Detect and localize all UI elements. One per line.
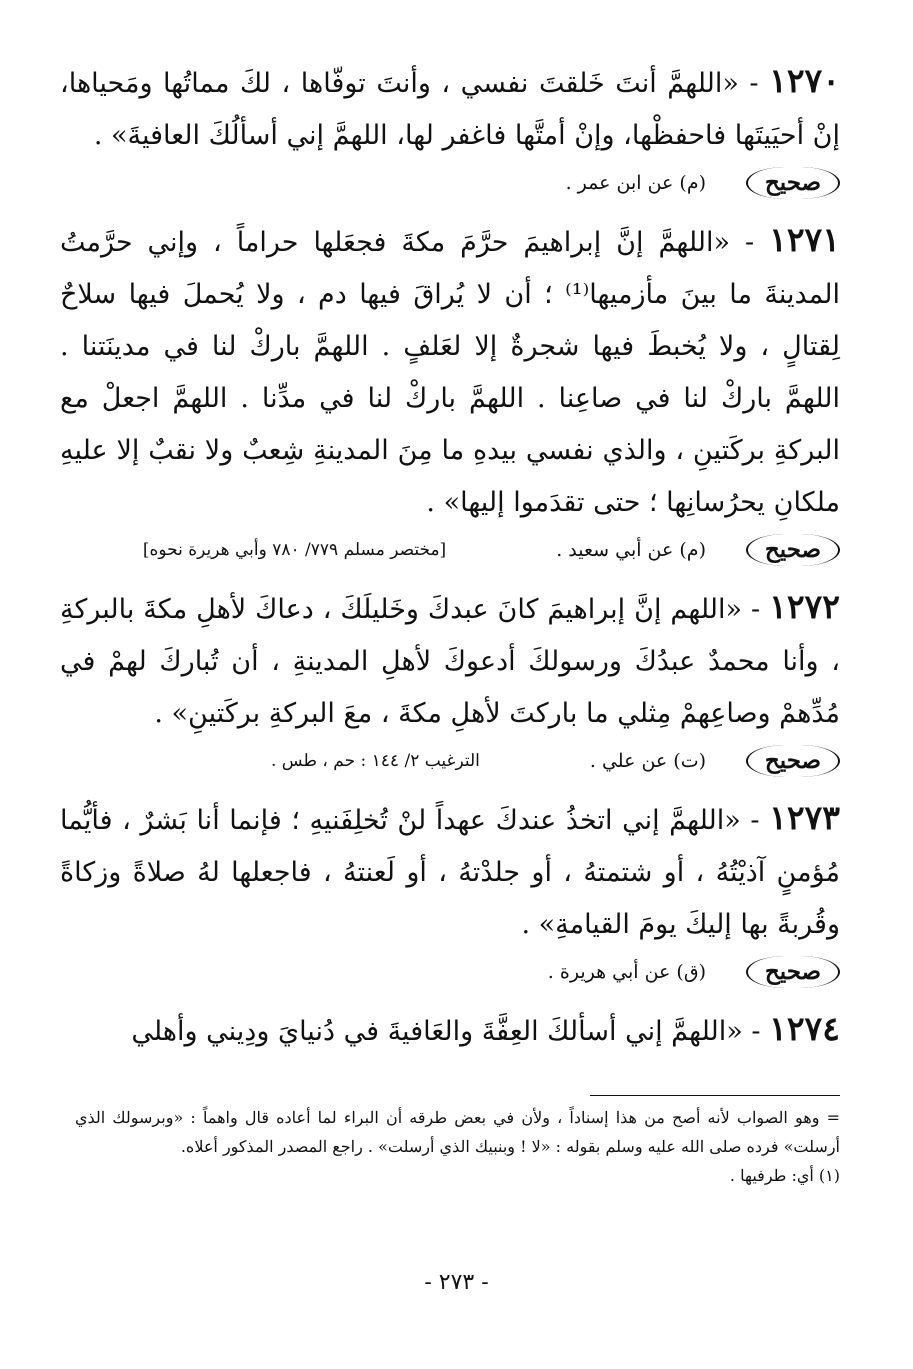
hadith-source: (ق) عن أبي هريرة .: [547, 961, 706, 983]
hadith-reference: الترغيب ٢/ ١٤٤ : حم ، طس .: [270, 751, 480, 771]
footnote-divider: [590, 1095, 840, 1096]
hadith-meta: [60, 529, 840, 571]
grade-badge: صحيح: [746, 534, 840, 566]
hadith-source: (م) عن ابن عمر .: [565, 172, 706, 194]
grade-badge: صحيح: [746, 745, 840, 777]
hadith-1271: [60, 214, 840, 529]
hadith-number: ١٢٧١: [769, 220, 840, 259]
hadith-number: ١٢٧٤: [769, 1009, 840, 1048]
hadith-text: - «اللهمَّ إني اتخذُ عندكَ عهداً لنْ تُخلِفَنيهِ ؛ فإنما أنا بَشرٌ ، فأيُّما مُؤمنٍ آذيْتُهُ ، أو شتمتهُ ، أو جلدْتهُ ، أو لَعنتهُ ، فاجعلها لهُ صلاةً وزكاةً وقُربةً بها إليكَ يومَ القيامةِ» .: [60, 805, 840, 940]
hadith-1274: [60, 1003, 840, 1058]
page-body: [60, 55, 840, 1058]
hadith-source: (ت) عن علي .: [589, 750, 706, 772]
footnote-continuation: = وهو الصواب لأنه أصح من هذا إسناداً ، ولأن في بعض طرقه أن البراء لما أعاده قال واهماً : «وبرسولك الذي أرسلت» فرده صلى الله عليه وسلم بقوله : «لا ! وبنبيك الذي أرسلت» . راجع المصدر المذكور أعلاه.: [75, 1108, 841, 1156]
grade-badge: صحيح: [746, 167, 840, 199]
hadith-number: ١٢٧٠: [769, 61, 840, 100]
hadith-meta: [60, 162, 840, 204]
footnote-1: (١) أي: طرفيها .: [729, 1166, 840, 1185]
hadith-number: ١٢٧٣: [769, 798, 840, 837]
hadith-source: (م) عن أبي سعيد .: [556, 539, 706, 561]
hadith-1272: [60, 581, 840, 740]
page-number: - ٢٧٣ -: [424, 1270, 489, 1295]
hadith-1270: [60, 55, 840, 162]
hadith-text: - «اللهم إنَّ إبراهيمَ كانَ عبدكَ وخَليلَكَ ، دعاكَ لأهلِ مكةَ بالبركةِ ، وأنا محمدٌ عبدُكَ ورسولكَ أدعوكَ لأهلِ المدينةِ ، أن تُباركَ لهمْ في مُدِّهمْ وصاعِهمْ مِثلي ما باركتَ لأهلِ مكةَ ، معَ البركةِ بركَتينِ» .: [60, 594, 840, 729]
hadith-1273: [60, 792, 840, 951]
hadith-text: - «اللهمَّ إنَّ إبراهيمَ حرَّمَ مكةَ فجعَلها حراماً ، وإني حرَّمتُ المدينةَ ما بينَ مأزميها⁽¹⁾ ؛ أن لا يُراقَ فيها دم ، ولا يُحملَ فيها سلاحٌ لِقتالٍ ، ولا يُخبطَ فيها شجرةٌ إلا لعَلفٍ . اللهمَّ باركْ لنا في مدينَتنا . اللهمَّ باركْ لنا في صاعِنا . اللهمَّ باركْ لنا في مدِّنا . اللهمَّ اجعلْ مع البركةِ بركَتينِ ، والذي نفسي بيدهِ ما مِنَ المدينةِ شِعبٌ ولا نقبٌ إلا عليهِ ملكانِ يحرُسانِها ؛ حتى تقدَموا إليها» .: [60, 227, 840, 518]
hadith-meta: [60, 951, 840, 993]
hadith-text: - «اللهمَّ أنتَ خَلقتَ نفسي ، وأنتَ توفّاها ، لكَ مماتُها ومَحياها، إنْ أحيَيتَها فاحفظْها، وإنْ أمتَّها فاغفر لها، اللهمَّ إني أسألُكَ العافيةَ» .: [60, 68, 840, 151]
hadith-text: - «اللهمَّ إني أسألكَ العِفَّةَ والعَافيةَ في دُنيايَ ودِيني وأهلي: [131, 1016, 761, 1047]
hadith-number: ١٢٧٢: [769, 587, 840, 626]
grade-badge: صحيح: [746, 956, 840, 988]
hadith-reference: [مختصر مسلم ٧٧٩/ ٧٨٠ وأبي هريرة نحوه]: [142, 540, 447, 560]
footnotes: [75, 1103, 840, 1190]
hadith-meta: [60, 740, 840, 782]
